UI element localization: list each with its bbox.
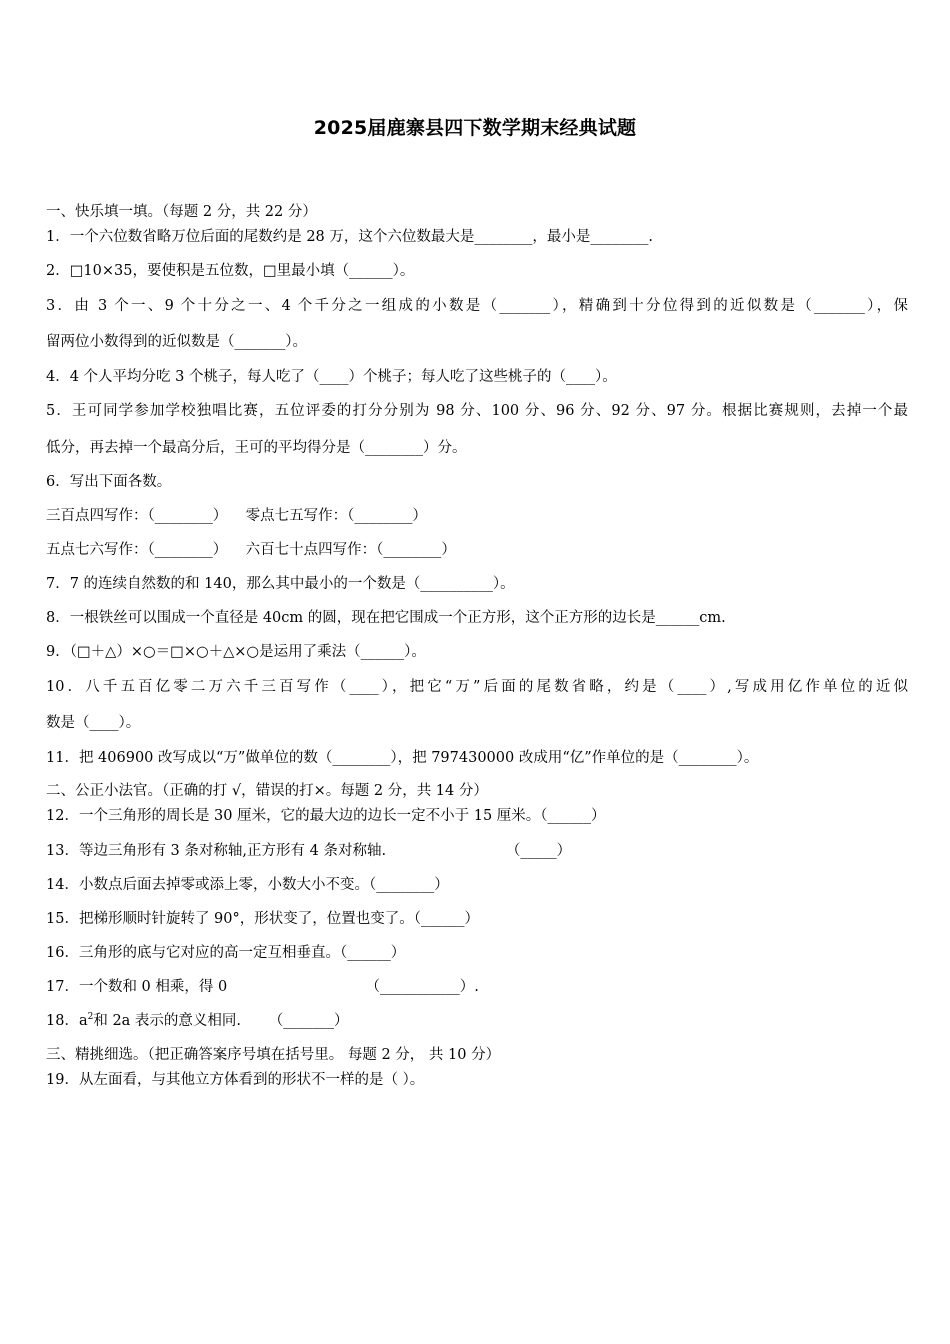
question-9: 9．（□＋△）×○＝□×○＋△×○是运用了乘法（______）。 (46, 644, 426, 660)
question-12: 12．一个三角形的周长是 30 厘米，它的最大边的边长一定不小于 15 厘米。（______） (46, 808, 606, 824)
question-18 (46, 1012, 348, 1030)
question-15: 15．把梯形顺时针旋转了 90°，形状变了，位置也变了。（______） (46, 911, 480, 927)
question-14: 14．小数点后面去掉零或添上零，小数大小不变。（________） (46, 877, 449, 893)
question-16: 16．三角形的底与它对应的高一定互相垂直。（______） (46, 945, 406, 961)
question-7: 7．7 的连续自然数的和 140，那么其中最小的一个数是（__________）。 (46, 576, 515, 592)
question-5-line-1: 5．王可同学参加学校独唱比赛，五位评委的打分分别为 98 分、100 分、96 分、92 分、97 分。根据比赛规则，去掉一个最 (46, 403, 908, 419)
question-6: 6．写出下面各数。 (46, 474, 172, 490)
question-8: 8．一根铁丝可以围成一个直径是 40cm 的圆，现在把它围成一个正方形，这个正方形的边长是______cm. (46, 610, 726, 626)
section-1-heading: 一、快乐填一填。（每题 2 分，共 22 分） (46, 204, 317, 220)
question-10-line-1: 10．八千五百亿零二万六千三百写作（____），把它“万”后面的尾数省略，约是（____）,写成用亿作单位的近似 (46, 679, 908, 695)
question-17: 17．一个数和 0 相乘，得 0 （___________）. (46, 979, 479, 995)
question-5-line-2: 低分，再去掉一个最高分后，王可的平均得分是（________）分。 (46, 440, 467, 456)
question-1: 1．一个六位数省略万位后面的尾数约是 28 万，这个六位数最大是________，最小是________. (46, 229, 654, 245)
question-3-line-1: 3．由 3 个一、9 个十分之一、4 个千分之一组成的小数是（_______），精确到十分位得到的近似数是（_______），保 (46, 298, 908, 314)
question-10-line-2: 数是（____）。 (46, 715, 141, 731)
section-2-heading: 二、公正小法官。（正确的打 √，错误的打×。每题 2 分，共 14 分） (46, 783, 488, 799)
question-3-line-2: 留两位小数得到的近似数是（_______）。 (46, 334, 307, 350)
question-18-rest: 和 2a 表示的意义相同. （_______） (93, 1013, 349, 1029)
question-19: 19．从左面看，与其他立方体看到的形状不一样的是（ ）。 (46, 1072, 425, 1088)
question-2: 2．□10×35，要使积是五位数，□里最小填（______）。 (46, 263, 415, 279)
question-6-row-2: 五点七六写作：（________） 六百七十点四写作：（________） (46, 542, 456, 558)
question-11: 11．把 406900 改写成以“万”做单位的数（________），把 797430000 改成用“亿”作单位的是（________）。 (46, 750, 759, 766)
question-18-superscript: 2 (87, 1012, 94, 1022)
question-6-row-1: 三百点四写作：（________） 零点七五写作：（________） (46, 508, 427, 524)
section-3-heading: 三、精挑细选。（把正确答案序号填在括号里。 每题 2 分， 共 10 分） (46, 1047, 501, 1063)
question-4: 4．4 个人平均分吃 3 个桃子，每人吃了（____）个桃子；每人吃了这些桃子的（____）。 (46, 369, 617, 385)
page-title: 2025届鹿寨县四下数学期末经典试题 (313, 117, 637, 139)
question-18-prefix: 18．a (46, 1013, 88, 1029)
question-13: 13．等边三角形有 3 条对称轴,正方形有 4 条对称轴. （_____） (46, 843, 572, 859)
